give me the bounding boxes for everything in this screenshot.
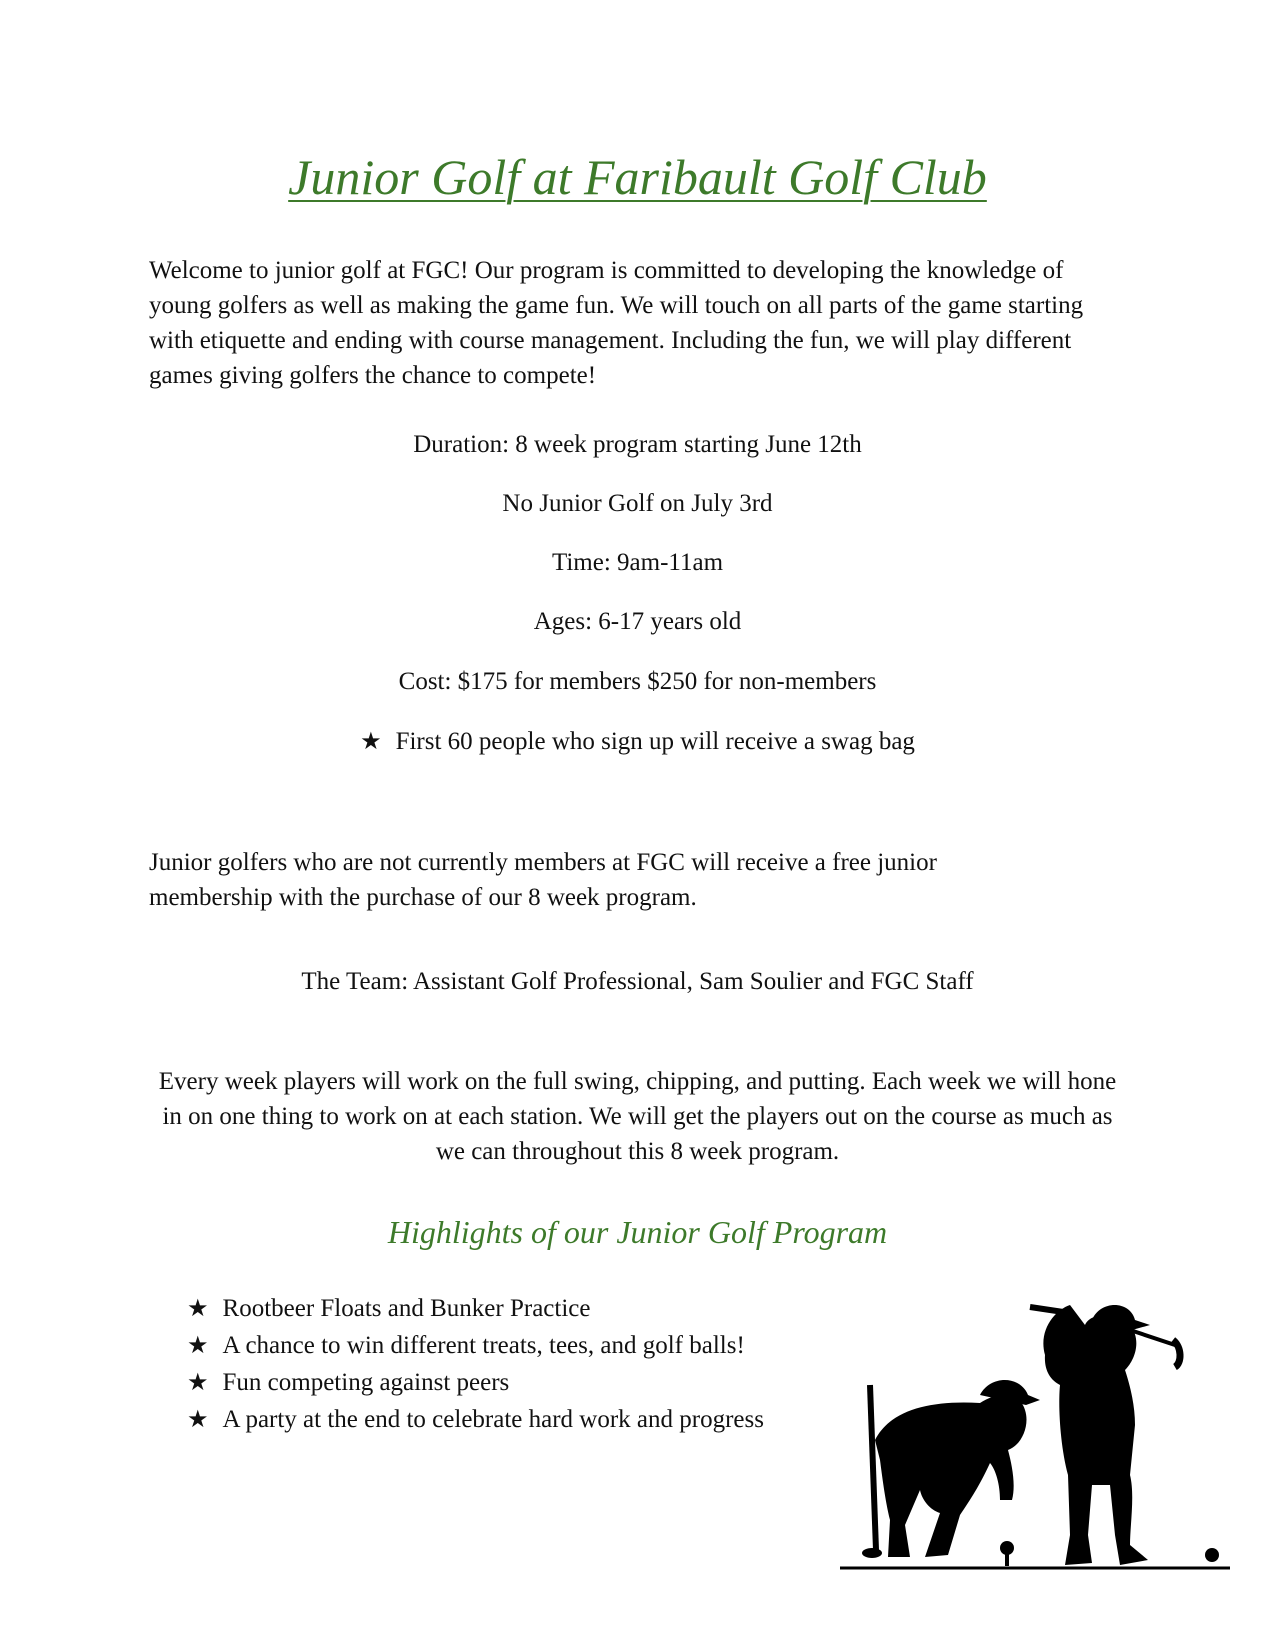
- highlights-list: [187, 1290, 764, 1438]
- swag-line: [0, 725, 1275, 758]
- page-title: [0, 148, 1275, 206]
- swag-text: First 60 people who sign up will receive a swag bag: [395, 728, 915, 755]
- time-line: Time: 9am-11am: [551, 549, 724, 576]
- list-item: ★ A chance to win different treats, tees, and golf balls!: [187, 1327, 764, 1364]
- star-icon: ★: [187, 1405, 209, 1433]
- page-title-text: Junior Golf at Faribault Golf Club: [288, 149, 987, 205]
- star-icon: ★: [187, 1294, 209, 1322]
- highlights-heading: Highlights of our Junior Golf Program: [387, 1214, 888, 1250]
- team-line: The Team: Assistant Golf Professional, Sam Soulier and FGC Staff: [301, 968, 974, 995]
- star-icon: ★: [360, 727, 382, 755]
- ages-line: Ages: 6-17 years old: [533, 608, 742, 635]
- duration-line: Duration: 8 week program starting June 12th: [413, 431, 862, 458]
- list-item: ★ Fun competing against peers: [187, 1364, 764, 1401]
- membership-paragraph: Junior golfers who are not currently members at FGC will receive a free junior membership with the purchase of our 8 week program.: [149, 849, 937, 911]
- list-item: ★ Rootbeer Floats and Bunker Practice: [187, 1290, 764, 1327]
- weekly-paragraph: Every week players will work on the full swing, chipping, and putting. Each week we will hone in on one thing to work on at each station. We will get the players out on the course as much as we can throughout this 8 week program.: [158, 1068, 1117, 1165]
- list-item: ★ A party at the end to celebrate hard work and progress: [187, 1401, 764, 1438]
- star-icon: ★: [187, 1368, 209, 1396]
- cost-line: Cost: $175 for members $250 for non-members: [398, 668, 877, 695]
- intro-paragraph: Welcome to junior golf at FGC! Our program is committed to developing the knowledge of young golfers as well as making the game fun. We will touch on all parts of the game starting with etiquette and ending with course management. Including the fun, we will play different games giving golfers the chance to compete!: [149, 257, 1084, 389]
- kids-golfing-silhouette-icon: [830, 1285, 1250, 1585]
- no-golf-line: No Junior Golf on July 3rd: [502, 490, 773, 517]
- star-icon: ★: [187, 1331, 209, 1359]
